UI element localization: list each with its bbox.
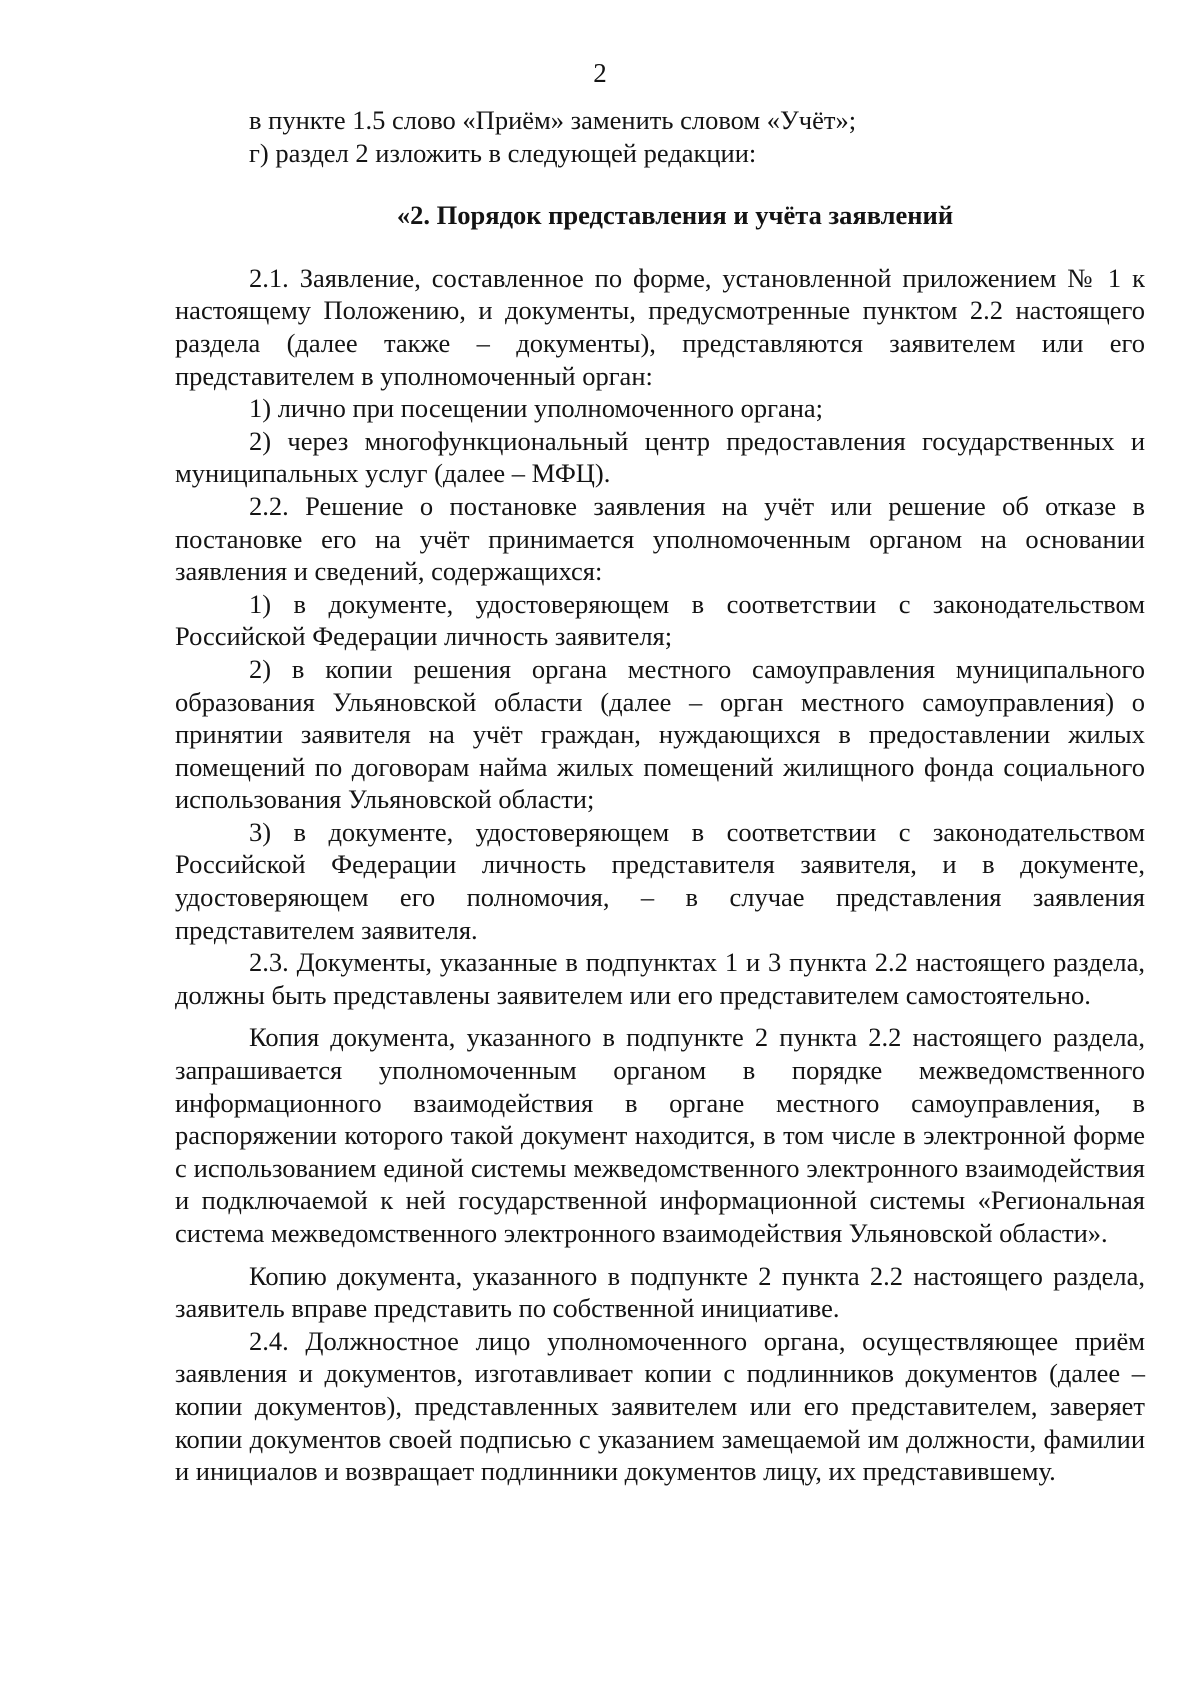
- paragraph-copy-request: Копия документа, указанного в подпункте 2 пункта 2.2 настоящего раздела, запрашивается уполномоченным органом в порядке межведомственного информационного взаимодействия в органе местного самоуправления, в распоряжении которого такой документ находится, в том числе в электронной форме с использованием единой системы межведомственного электронного взаимодействия и подключаемой к ней государственной информационной системы «Региональная система межведомственного электронного взаимодействия Ульяновской области».: [175, 1022, 1145, 1248]
- paragraph-2-3: 2.3. Документы, указанные в подпунктах 1 и 3 пункта 2.2 настоящего раздела, должны быть представлены заявителем или его представителем самостоятельно.: [175, 947, 1145, 1010]
- paragraph-2-4: 2.4. Должностное лицо уполномоченного органа, осуществляющее приём заявления и документов, изготавливает копии с подлинников документов (далее – копии документов), представленных заявителем или его представителем, заверяет копии документов своей подписью с указанием замещаемой им должности, фамилии и инициалов и возвращает подлинники документов лицу, их представившему.: [175, 1325, 1145, 1487]
- paragraph-2-2-item-1: 1) в документе, удостоверяющем в соответствии с законодательством Российской Федерации личность заявителя;: [175, 588, 1145, 652]
- intro-line-2: г) раздел 2 изложить в следующей редакции:: [249, 137, 757, 168]
- paragraph-2-1: 2.1. Заявление, составленное по форме, установленной приложением № 1 к настоящему Положению, и документы, предусмотренные пунктом 2.2 настоящего раздела (далее также – документы), представляются заявителем или его представителем в уполномоченный орган:: [175, 262, 1145, 391]
- document-body: [175, 104, 1145, 1488]
- section-title: «2. Порядок представления и учёта заявлений: [396, 200, 954, 231]
- paragraph-2-2-item-2: 2) в копии решения органа местного самоуправления муниципального образования Ульяновской области (далее – орган местного самоуправления) о принятии заявителя на учёт граждан, нуждающихся в предоставлении жилых помещений по договорам найма жилых помещений жилищного фонда социального использования Ульяновской области;: [175, 653, 1145, 815]
- paragraph-2-2-item-3: 3) в документе, удостоверяющем в соответствии с законодательством Российской Федерации личность представителя заявителя, и в документе, удостоверяющем его полномочия, – в случае представления заявления представителем заявителя.: [175, 816, 1145, 945]
- paragraph-2-1-item-1: 1) лично при посещении уполномоченного органа;: [249, 393, 824, 424]
- page-number: 2: [593, 58, 607, 88]
- paragraph-2-1-item-2: 2) через многофункциональный центр предоставления государственных и муниципальных услуг (далее – МФЦ).: [175, 425, 1145, 489]
- paragraph-2-2: 2.2. Решение о постановке заявления на учёт или решение об отказе в постановке его на учёт принимается уполномоченным органом на основании заявления и сведений, содержащихся:: [175, 490, 1145, 587]
- paragraph-copy-initiative: Копию документа, указанного в подпункте 2 пункта 2.2 настоящего раздела, заявитель вправе представить по собственной инициативе.: [175, 1260, 1145, 1324]
- intro-line-1: в пункте 1.5 слово «Приём» заменить словом «Учёт»;: [249, 105, 857, 135]
